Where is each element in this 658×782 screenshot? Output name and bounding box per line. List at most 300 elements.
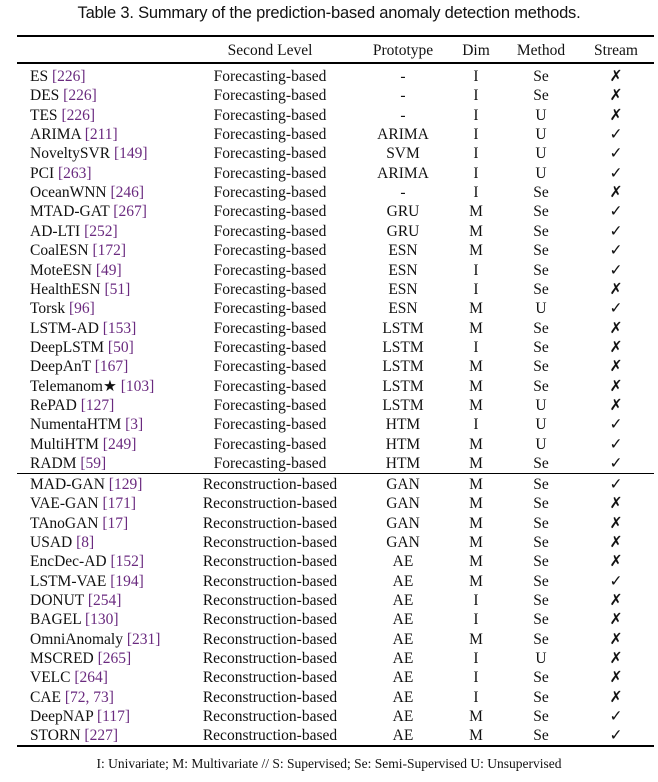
second-level: Reconstruction-based: [202, 495, 338, 513]
second-level: Reconstruction-based: [202, 591, 338, 609]
prototype: LSTM: [382, 377, 424, 395]
second-level: Forecasting-based: [213, 396, 327, 414]
method-type: Se: [533, 319, 549, 337]
stream-support: ✗: [609, 533, 623, 551]
method-name: [30, 67, 86, 86]
citation-link[interactable]: [226]: [61, 106, 96, 124]
method-name: [30, 707, 130, 726]
method-label: ARIMA: [30, 126, 81, 144]
prototype: -: [400, 184, 406, 202]
citation-link[interactable]: [263]: [58, 164, 92, 182]
method-label: CoalESN: [30, 242, 89, 260]
header-prototype: Prototype: [372, 42, 434, 59]
stream-support: ✓: [609, 475, 623, 493]
table-row: [0, 610, 658, 629]
stream-support: ✗: [609, 611, 623, 629]
second-level: Reconstruction-based: [202, 514, 338, 532]
second-level: Forecasting-based: [213, 68, 327, 85]
prototype: AE: [392, 708, 414, 726]
method-label: MSCRED: [30, 650, 94, 667]
citation-link[interactable]: [117]: [97, 708, 131, 726]
method-name: [30, 222, 118, 241]
dim: I: [473, 145, 479, 163]
second-level: Reconstruction-based: [202, 533, 338, 551]
citation-link[interactable]: [171]: [102, 495, 137, 513]
dim: I: [473, 184, 479, 202]
method-label: DeepAnT: [30, 358, 91, 376]
method-name: [30, 649, 131, 668]
second-level: Reconstruction-based: [202, 708, 338, 726]
method-type: Se: [533, 455, 549, 472]
method-name: [30, 591, 121, 610]
citation-link[interactable]: [72, 73]: [64, 688, 114, 706]
method-name: [30, 514, 128, 533]
table-row: [0, 707, 658, 726]
dim: I: [473, 669, 479, 687]
table-row: [0, 164, 658, 183]
method-label: RePAD: [30, 396, 77, 414]
dim: I: [473, 338, 479, 356]
method-name: [30, 726, 118, 745]
method-name: [30, 357, 128, 376]
citation-link[interactable]: [3]: [125, 416, 144, 434]
method-label: TES: [30, 106, 58, 124]
method-type: Se: [533, 533, 549, 551]
stream-support: ✗: [609, 396, 623, 414]
second-level: Reconstruction-based: [202, 727, 338, 745]
citation-link[interactable]: [226]: [51, 68, 86, 85]
method-type: U: [535, 145, 547, 163]
citation-link[interactable]: [96]: [68, 300, 95, 318]
stream-support: ✓: [609, 708, 623, 726]
method-type: U: [535, 650, 547, 667]
method-name: [30, 688, 114, 707]
second-level: Forecasting-based: [213, 184, 327, 202]
prototype: AE: [392, 727, 414, 745]
stream-support: ✓: [609, 416, 623, 434]
method-type: Se: [533, 688, 549, 706]
dim: M: [469, 708, 483, 726]
table-row: [0, 494, 658, 513]
dim: M: [469, 300, 483, 318]
method-name: [30, 241, 126, 260]
second-level: Reconstruction-based: [202, 630, 338, 648]
method-name: [30, 164, 92, 183]
prototype: ARIMA: [377, 126, 429, 144]
method-type: Se: [533, 261, 549, 279]
second-level: Forecasting-based: [213, 164, 327, 182]
citation-link[interactable]: [130]: [84, 611, 119, 629]
table-row: [0, 357, 658, 376]
method-name: [30, 494, 136, 513]
table-row: [0, 144, 658, 163]
citation-link[interactable]: [194]: [110, 572, 144, 590]
method-label: BAGEL: [30, 611, 82, 629]
method-name: [30, 435, 136, 454]
prototype: GAN: [386, 475, 420, 493]
dim: I: [473, 280, 479, 298]
prototype: LSTM: [382, 396, 424, 414]
prototype: LSTM: [382, 358, 424, 376]
method-name: [30, 280, 130, 299]
method-label: ES: [30, 68, 49, 85]
citation-link[interactable]: [254]: [87, 591, 122, 609]
prototype: ARIMA: [377, 164, 429, 182]
method-name: [30, 533, 94, 552]
method-type: U: [535, 416, 547, 434]
citation-link[interactable]: [264]: [74, 669, 108, 687]
method-type: Se: [533, 87, 549, 105]
method-label: STORN: [30, 727, 81, 745]
dim: I: [473, 650, 479, 667]
dim: M: [469, 553, 483, 571]
dim: M: [469, 222, 483, 240]
citation-link[interactable]: [226]: [63, 87, 97, 105]
header-second-level: Second Level: [227, 42, 313, 59]
citation-link[interactable]: [50]: [107, 338, 134, 356]
second-level: Forecasting-based: [213, 358, 327, 376]
method-type: Se: [533, 669, 549, 687]
method-type: Se: [533, 222, 549, 240]
prototype: GAN: [386, 514, 420, 532]
method-type: Se: [533, 630, 549, 648]
dim: I: [473, 611, 479, 629]
second-level: Forecasting-based: [213, 455, 327, 472]
table-row: [0, 67, 658, 86]
table-row: [0, 726, 658, 745]
prototype: HTM: [385, 416, 421, 434]
citation-link[interactable]: [252]: [84, 222, 118, 240]
citation-link[interactable]: [167]: [94, 358, 129, 376]
method-label: HealthESN: [30, 280, 101, 298]
table-row: [0, 630, 658, 649]
table-row: [0, 319, 658, 338]
stream-support: ✓: [609, 222, 623, 240]
table-row: [0, 454, 658, 473]
method-type: U: [535, 396, 547, 414]
prototype: AE: [392, 591, 414, 609]
citation-link[interactable]: [129]: [108, 475, 143, 493]
method-type: Se: [533, 611, 549, 629]
dim: M: [469, 358, 483, 376]
stream-support: ✗: [609, 106, 623, 124]
citation-link[interactable]: [227]: [84, 727, 118, 745]
stream-support: ✓: [609, 727, 623, 745]
citation-link[interactable]: [246]: [110, 184, 145, 202]
prototype: -: [400, 68, 406, 85]
method-name: [30, 668, 108, 687]
stream-support: ✗: [609, 688, 623, 706]
method-label: CAE: [30, 688, 61, 706]
prototype: HTM: [385, 435, 421, 453]
citation-link[interactable]: [231]: [126, 630, 161, 648]
method-type: Se: [533, 727, 549, 745]
dim: M: [469, 242, 483, 260]
method-type: U: [535, 164, 547, 182]
prototype: GRU: [386, 203, 420, 221]
method-label: NoveltySVR: [30, 145, 111, 163]
dim: M: [469, 727, 483, 745]
second-level: Reconstruction-based: [202, 688, 338, 706]
dim: I: [473, 68, 479, 85]
stream-support: ✗: [609, 630, 623, 648]
method-name: [30, 183, 144, 202]
header-dim: Dim: [462, 42, 490, 59]
top-rule: [17, 35, 654, 37]
stream-support: ✗: [609, 358, 623, 376]
method-label: VELC: [30, 669, 71, 687]
citation-link[interactable]: [267]: [113, 203, 147, 221]
method-label: DeepNAP: [30, 708, 94, 726]
second-level: Forecasting-based: [213, 242, 327, 260]
second-level: Forecasting-based: [213, 87, 327, 105]
second-level: Reconstruction-based: [202, 553, 338, 571]
table-row: [0, 202, 658, 221]
citation-link[interactable]: [103]: [120, 377, 155, 395]
second-level: Forecasting-based: [213, 300, 327, 318]
table-row: [0, 533, 658, 552]
second-level: Reconstruction-based: [202, 572, 338, 590]
citation-link[interactable]: [149]: [113, 145, 148, 163]
method-name: [30, 630, 160, 649]
section-rule: [17, 473, 654, 474]
method-label: OmniAnomaly: [30, 630, 123, 648]
method-name: [30, 125, 118, 144]
second-level: Forecasting-based: [213, 222, 327, 240]
prototype: -: [400, 106, 406, 124]
stream-support: ✗: [609, 669, 623, 687]
citation-link[interactable]: [265]: [97, 650, 132, 667]
second-level: Forecasting-based: [213, 435, 327, 453]
method-name: [30, 338, 134, 357]
stream-support: ✓: [609, 300, 623, 318]
method-type: Se: [533, 68, 549, 85]
method-label: VAE-GAN: [30, 495, 99, 513]
prototype: AE: [392, 611, 414, 629]
method-label: DES: [30, 87, 60, 105]
prototype: GRU: [386, 222, 420, 240]
method-label: MTAD-GAT: [30, 203, 110, 221]
second-level: Forecasting-based: [213, 126, 327, 144]
stream-support: ✗: [609, 650, 623, 667]
method-type: Se: [533, 514, 549, 532]
dim: M: [469, 319, 483, 337]
method-type: Se: [533, 495, 549, 513]
dim: M: [469, 435, 483, 453]
citation-link[interactable]: [211]: [84, 126, 118, 144]
prototype: LSTM: [382, 319, 424, 337]
method-label: AD-LTI: [30, 222, 81, 240]
prototype: HTM: [385, 455, 421, 472]
second-level: Forecasting-based: [213, 280, 327, 298]
stream-support: ✗: [609, 184, 623, 202]
stream-support: ✗: [609, 553, 623, 571]
citation-link[interactable]: [153]: [102, 319, 137, 337]
table-header: [0, 41, 658, 60]
method-label: DeepLSTM: [30, 338, 105, 356]
method-label: Torsk: [30, 300, 66, 318]
stream-support: ✓: [609, 164, 623, 182]
table-row: [0, 688, 658, 707]
dim: I: [473, 261, 479, 279]
table-row: [0, 514, 658, 533]
method-label: MAD-GAN: [30, 475, 105, 493]
dim: I: [473, 126, 479, 144]
dim: M: [469, 572, 483, 590]
table-row: [0, 222, 658, 241]
method-label: OceanWNN: [30, 184, 107, 202]
prototype: AE: [392, 553, 414, 571]
prototype: ESN: [388, 261, 418, 279]
bottom-rule: [17, 745, 654, 747]
second-level: Reconstruction-based: [202, 475, 338, 493]
citation-link[interactable]: [17]: [102, 514, 129, 532]
prototype: AE: [392, 669, 414, 687]
table-row: [0, 125, 658, 144]
dim: M: [469, 495, 483, 513]
second-level: Reconstruction-based: [202, 611, 338, 629]
table-row: [0, 435, 658, 454]
method-name: [30, 475, 142, 494]
second-level: Reconstruction-based: [202, 650, 338, 667]
prototype: SVM: [386, 145, 420, 163]
stream-support: ✗: [609, 591, 623, 609]
method-name: [30, 415, 143, 434]
table-row: [0, 106, 658, 125]
stream-support: ✓: [609, 261, 623, 279]
stream-support: ✓: [609, 455, 623, 472]
method-name: [30, 396, 114, 415]
table-row: [0, 415, 658, 434]
method-type: Se: [533, 358, 549, 376]
method-label: USAD: [30, 533, 73, 551]
method-name: [30, 202, 147, 221]
prototype: AE: [392, 572, 414, 590]
stream-support: ✗: [609, 495, 623, 513]
method-type: Se: [533, 377, 549, 395]
method-type: Se: [533, 708, 549, 726]
method-name: [30, 572, 144, 591]
stream-support: ✓: [609, 242, 623, 260]
method-type: Se: [533, 338, 549, 356]
table-footnote: I: Univariate; M: Multivariate // S: Supervised; Se: Semi-Supervised U: Unsupervised: [96, 756, 562, 771]
method-label: LSTM-AD: [30, 319, 99, 337]
method-name: [30, 144, 148, 163]
citation-link[interactable]: [51]: [104, 280, 131, 298]
table-row: [0, 241, 658, 260]
dim: I: [473, 164, 479, 182]
method-name: [30, 86, 97, 105]
method-type: U: [535, 300, 547, 318]
method-name: [30, 319, 136, 338]
method-label: RADM: [30, 455, 77, 472]
second-level: Reconstruction-based: [202, 669, 338, 687]
method-name: [30, 454, 106, 473]
dim: M: [469, 396, 483, 414]
citation-link[interactable]: [127]: [80, 396, 115, 414]
method-label: Telemanom★: [30, 377, 117, 395]
citation-link[interactable]: [49]: [95, 261, 122, 279]
dim: M: [469, 475, 483, 493]
method-type: U: [535, 435, 547, 453]
second-level: Forecasting-based: [213, 319, 327, 337]
method-name: [30, 552, 144, 571]
stream-support: ✓: [609, 203, 623, 221]
citation-link[interactable]: [172]: [92, 242, 127, 260]
method-type: Se: [533, 591, 549, 609]
method-name: [30, 106, 95, 125]
table-row: [0, 396, 658, 415]
header-method: Method: [516, 42, 566, 59]
stream-support: ✓: [609, 145, 623, 163]
dim: M: [469, 514, 483, 532]
table-row: [0, 338, 658, 357]
method-type: Se: [533, 242, 549, 260]
citation-link[interactable]: [249]: [102, 435, 137, 453]
method-name: [30, 299, 95, 318]
header-stream: Stream: [594, 42, 638, 59]
stream-support: ✗: [609, 377, 623, 395]
table-row: [0, 552, 658, 571]
method-label: LSTM-VAE: [30, 572, 107, 590]
dim: M: [469, 203, 483, 221]
prototype: GAN: [386, 495, 420, 513]
method-name: [30, 610, 119, 629]
header-rule: [17, 62, 654, 64]
table-row: [0, 86, 658, 105]
table-row: [0, 475, 658, 494]
citation-link[interactable]: [152]: [110, 553, 145, 571]
method-type: U: [535, 106, 547, 124]
method-label: EncDec-AD: [30, 553, 107, 571]
stream-support: ✗: [609, 514, 623, 532]
method-label: MoteESN: [30, 261, 92, 279]
dim: I: [473, 416, 479, 434]
dim: I: [473, 688, 479, 706]
method-label: NumentaHTM: [30, 416, 122, 434]
second-level: Forecasting-based: [213, 338, 327, 356]
method-label: MultiHTM: [30, 435, 99, 453]
prototype: ESN: [388, 280, 418, 298]
table-row: [0, 299, 658, 318]
prototype: LSTM: [382, 338, 424, 356]
dim: I: [473, 87, 479, 105]
dim: I: [473, 106, 479, 124]
method-type: Se: [533, 475, 549, 493]
method-label: DONUT: [30, 591, 84, 609]
method-type: Se: [533, 203, 549, 221]
method-type: Se: [533, 553, 549, 571]
stream-support: ✗: [609, 338, 623, 356]
prototype: GAN: [386, 533, 420, 551]
citation-link[interactable]: [8]: [76, 533, 95, 551]
stream-support: ✗: [609, 280, 623, 298]
table-row: [0, 280, 658, 299]
dim: I: [473, 591, 479, 609]
prototype: ESN: [388, 300, 418, 318]
method-label: PCI: [30, 164, 55, 182]
second-level: Forecasting-based: [213, 145, 327, 163]
citation-link[interactable]: [59]: [80, 455, 107, 472]
stream-support: ✗: [609, 87, 623, 105]
stream-support: ✗: [609, 68, 623, 85]
dim: M: [469, 533, 483, 551]
table-caption: Table 3. Summary of the prediction-based anomaly detection methods.: [77, 4, 581, 22]
stream-support: ✓: [609, 435, 623, 453]
method-name: [30, 377, 154, 396]
dim: M: [469, 630, 483, 648]
table-row: [0, 591, 658, 610]
